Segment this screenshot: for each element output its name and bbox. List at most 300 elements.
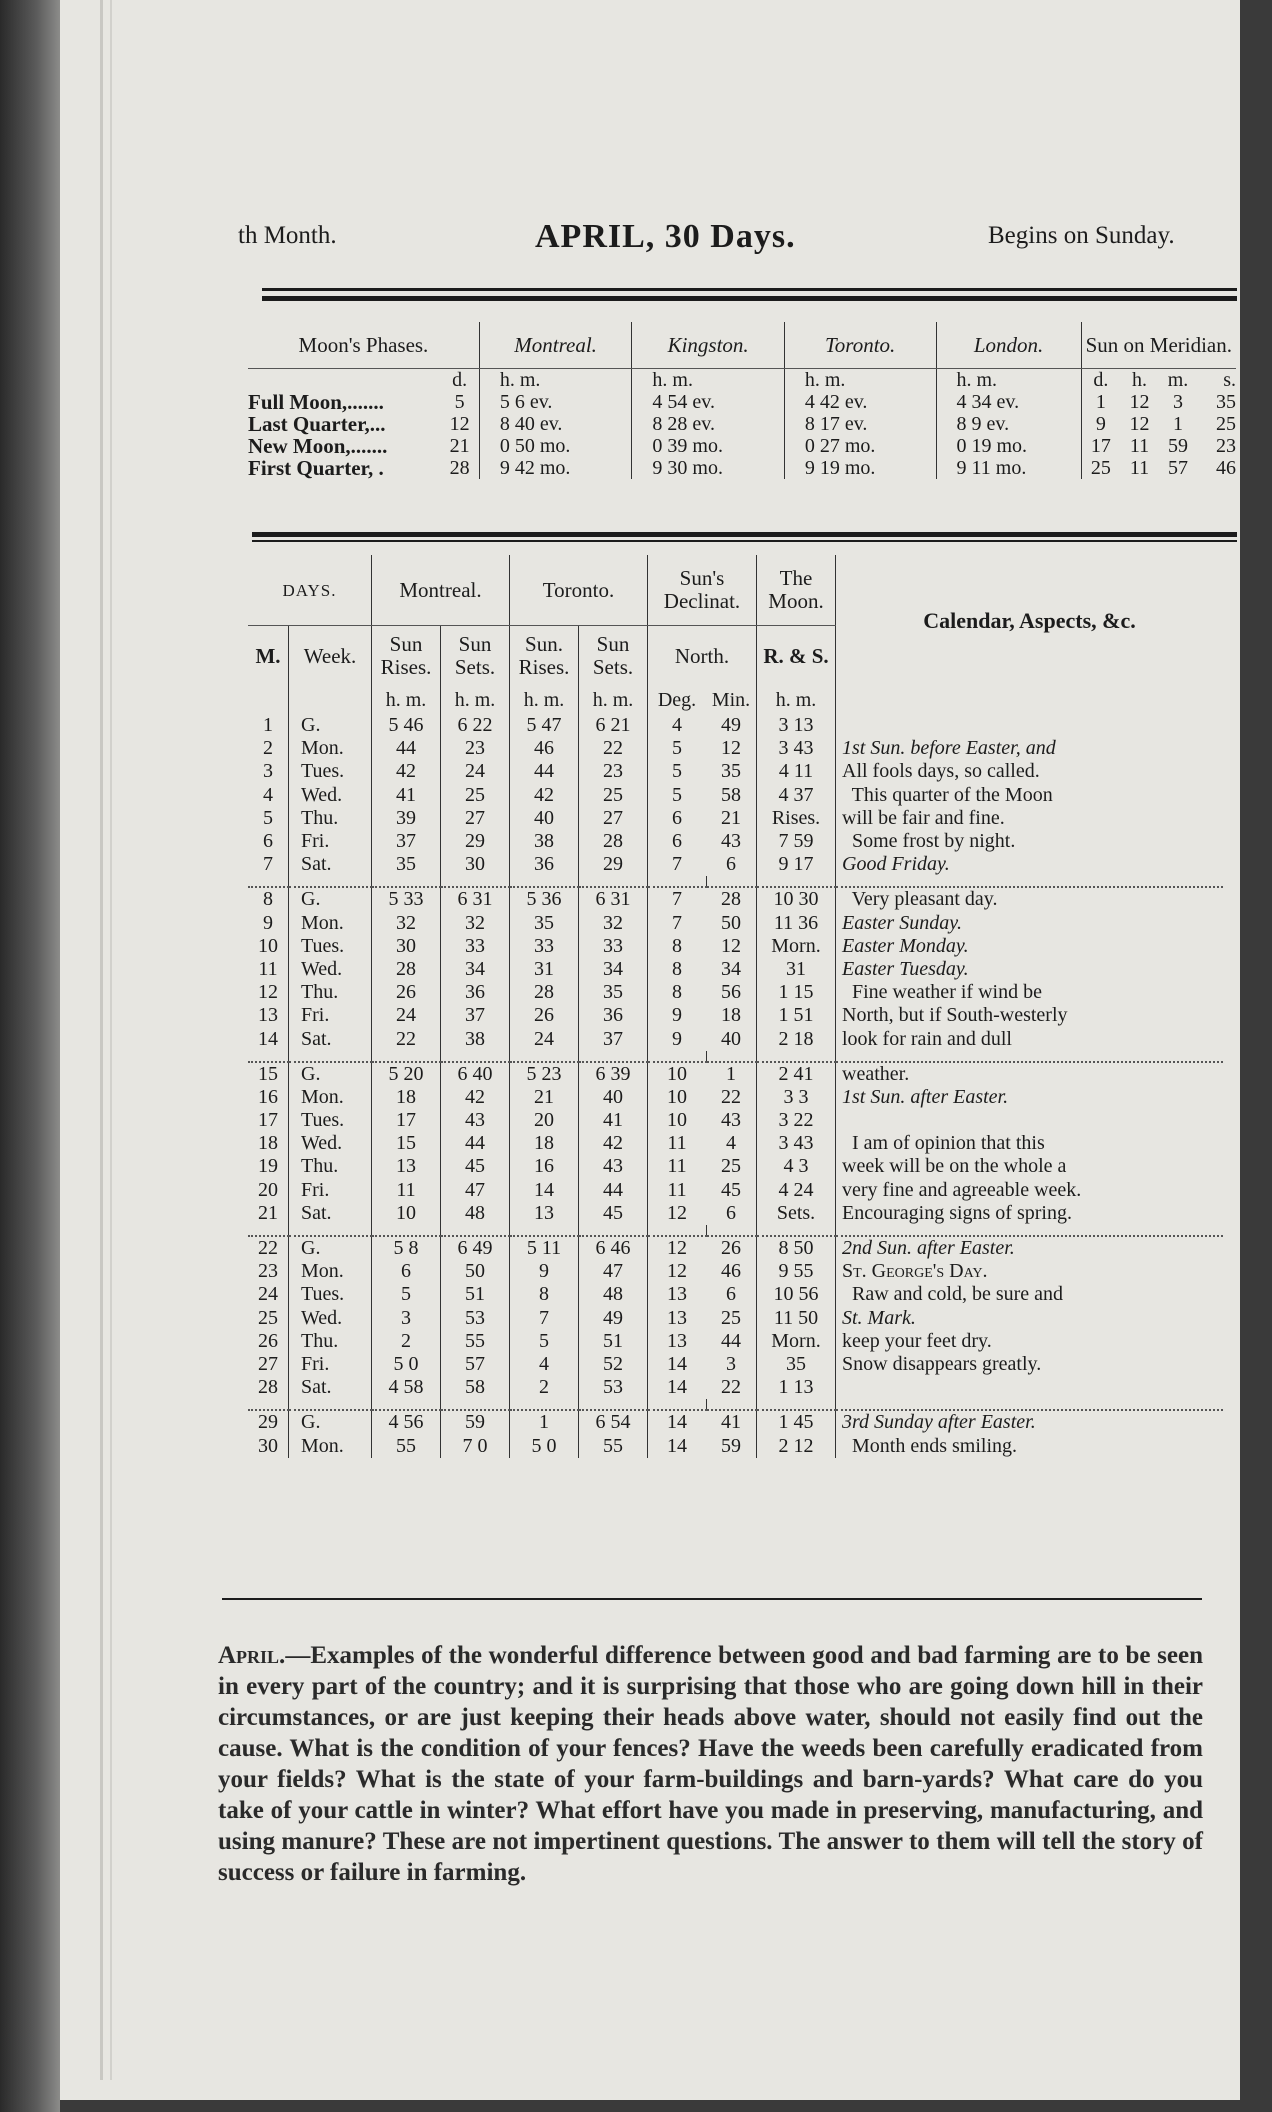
declination-min: 6 bbox=[726, 853, 736, 876]
weekday: Wed. bbox=[289, 1307, 372, 1330]
toronto-set: 40 bbox=[579, 1086, 648, 1109]
declination-min: 46 bbox=[721, 1260, 741, 1283]
weekday: Thu. bbox=[289, 807, 372, 830]
bottom-rule bbox=[222, 1598, 1202, 1600]
day-row bbox=[248, 760, 1223, 783]
toronto-set: 32 bbox=[579, 912, 648, 935]
toronto-rise: 24 bbox=[510, 1027, 579, 1050]
day-number: 2 bbox=[263, 737, 273, 760]
montreal-rise: 26 bbox=[372, 981, 441, 1004]
moon-rise-set: 3 13 bbox=[757, 714, 836, 737]
toronto-set: 35 bbox=[579, 981, 648, 1004]
montreal-header: Montreal. bbox=[372, 555, 510, 626]
montreal-rise: 55 bbox=[372, 1434, 441, 1457]
montreal-set: 36 bbox=[441, 981, 510, 1004]
phase-value: 59 bbox=[1168, 435, 1189, 457]
north-header: North. bbox=[648, 626, 757, 687]
moon-rise-set: 1 13 bbox=[757, 1376, 836, 1399]
toronto-set: 53 bbox=[579, 1376, 648, 1399]
calendar-table bbox=[248, 555, 1223, 1458]
toronto-rise: 33 bbox=[510, 935, 579, 958]
toronto-rise: 26 bbox=[510, 1004, 579, 1027]
declination-deg: 10 bbox=[648, 1109, 707, 1132]
moon-rise-set: 4 3 bbox=[757, 1155, 836, 1178]
day-row bbox=[248, 912, 1223, 935]
montreal-set: 58 bbox=[441, 1376, 510, 1399]
day-number: 9 bbox=[263, 911, 273, 934]
phase-name: Full Moon,....... bbox=[248, 390, 384, 414]
mid-rule-thick bbox=[252, 532, 1237, 537]
declination-min: 22 bbox=[721, 1085, 741, 1108]
montreal-rise: 4 58 bbox=[372, 1376, 441, 1399]
day-number: 20 bbox=[258, 1178, 278, 1201]
montreal-set: 51 bbox=[441, 1283, 510, 1306]
toronto-rise: 5 23 bbox=[510, 1062, 579, 1086]
montreal-set: 29 bbox=[441, 830, 510, 853]
unit-cell: h. m. bbox=[784, 369, 936, 392]
phase-value: 57 bbox=[1168, 457, 1189, 479]
day-row bbox=[248, 1236, 1223, 1260]
toronto-set: 49 bbox=[579, 1307, 648, 1330]
toronto-rise: 5 36 bbox=[510, 887, 579, 911]
phase-name: New Moon,....... bbox=[248, 434, 388, 458]
moon-rise-set: 4 11 bbox=[757, 760, 836, 783]
moon-rise-set: 31 bbox=[757, 958, 836, 981]
declination-min: 59 bbox=[721, 1434, 741, 1457]
day-row bbox=[248, 1330, 1223, 1353]
montreal-set: 45 bbox=[441, 1155, 510, 1178]
toronto-set: 34 bbox=[579, 958, 648, 981]
calendar-note: Easter Sunday. bbox=[836, 912, 1224, 935]
toronto-rise: 4 bbox=[510, 1353, 579, 1376]
day-number: 13 bbox=[258, 1004, 278, 1027]
montreal-set: 34 bbox=[441, 958, 510, 981]
unit-cell: h. m. bbox=[479, 369, 632, 392]
montreal-rise: 22 bbox=[372, 1027, 441, 1050]
moon-rise-set: 35 bbox=[757, 1353, 836, 1376]
day-number: 30 bbox=[258, 1434, 278, 1457]
moon-rise-set: 3 43 bbox=[757, 737, 836, 760]
calendar-note: Snow disappears greatly. bbox=[836, 1353, 1224, 1376]
moon-rise-set: 7 59 bbox=[757, 830, 836, 853]
toronto-rise: 35 bbox=[510, 912, 579, 935]
declination-min: 44 bbox=[721, 1329, 741, 1352]
toronto-rise: 5 bbox=[510, 1330, 579, 1353]
phase-value: 1 bbox=[1081, 391, 1120, 413]
declination-deg: 14 bbox=[648, 1376, 707, 1399]
moon-rise-set: 1 15 bbox=[757, 981, 836, 1004]
montreal-set: 30 bbox=[441, 853, 510, 876]
moon-rise-set: 11 36 bbox=[757, 912, 836, 935]
calendar-note: 1st Sun. before Easter, and bbox=[836, 737, 1224, 760]
declination-min: 45 bbox=[721, 1178, 741, 1201]
calendar-note: Easter Monday. bbox=[836, 935, 1224, 958]
toronto-set: 45 bbox=[579, 1202, 648, 1225]
weekday: Wed. bbox=[289, 1132, 372, 1155]
toronto-rise: 9 bbox=[510, 1260, 579, 1283]
week-separator bbox=[248, 1051, 1223, 1062]
phase-row bbox=[248, 435, 1236, 457]
weekday: G. bbox=[289, 1410, 372, 1434]
montreal-rise: 6 bbox=[372, 1260, 441, 1283]
day-row bbox=[248, 853, 1223, 876]
declination-min: 41 bbox=[721, 1411, 741, 1434]
declination-deg: 6 bbox=[648, 807, 707, 830]
unit-cell: h. m. bbox=[936, 369, 1081, 392]
moon-rise-set: 10 56 bbox=[757, 1283, 836, 1306]
phase-value: 12 bbox=[449, 413, 470, 435]
declination-deg: 9 bbox=[648, 1004, 707, 1027]
montreal-rise: 10 bbox=[372, 1202, 441, 1225]
unit-cell: d. bbox=[452, 369, 468, 391]
day-number: 18 bbox=[258, 1132, 278, 1155]
phase-value: 12 bbox=[1129, 413, 1150, 435]
phase-value: 11 bbox=[1129, 435, 1150, 457]
phase-row bbox=[248, 391, 1236, 413]
phase-value: 9 30 mo. bbox=[632, 457, 784, 479]
moon-rise-set: 1 45 bbox=[757, 1410, 836, 1434]
declination-min: 25 bbox=[721, 1155, 741, 1178]
declination-deg: 7 bbox=[648, 912, 707, 935]
toronto-rise: 20 bbox=[510, 1109, 579, 1132]
essay-paragraph bbox=[218, 1640, 1203, 1888]
phase-value: 17 bbox=[1081, 435, 1120, 457]
weekday: G. bbox=[289, 1062, 372, 1086]
weekday: Tues. bbox=[289, 760, 372, 783]
declination-deg: 5 bbox=[648, 760, 707, 783]
day-row bbox=[248, 1179, 1223, 1202]
declination-min: 3 bbox=[726, 1352, 736, 1375]
unit-cell: h. m. bbox=[441, 686, 510, 714]
montreal-set: 43 bbox=[441, 1109, 510, 1132]
day-row bbox=[248, 737, 1223, 760]
phase-value: 28 bbox=[449, 457, 470, 479]
toronto-rise: 44 bbox=[510, 760, 579, 783]
montreal-rise: 39 bbox=[372, 807, 441, 830]
declination-deg: 11 bbox=[648, 1179, 707, 1202]
montreal-set: 59 bbox=[441, 1410, 510, 1434]
london-header: London. bbox=[936, 322, 1081, 369]
montreal-rise: 28 bbox=[372, 958, 441, 981]
moon-rise-set: 3 22 bbox=[757, 1109, 836, 1132]
toronto-rise: 21 bbox=[510, 1086, 579, 1109]
day-number: 14 bbox=[258, 1027, 278, 1050]
phase-value: 3 bbox=[1173, 391, 1184, 413]
day-number: 16 bbox=[258, 1085, 278, 1108]
declination-deg: 13 bbox=[648, 1307, 707, 1330]
declination-min: 18 bbox=[721, 1004, 741, 1027]
day-number: 22 bbox=[258, 1237, 278, 1260]
day-row bbox=[248, 1004, 1223, 1027]
montreal-header: Montreal. bbox=[479, 322, 632, 369]
declination-min: 6 bbox=[726, 1201, 736, 1224]
calendar-note: Month ends smiling. bbox=[836, 1434, 1224, 1457]
meridian-header: Sun on Meridian. bbox=[1081, 322, 1236, 369]
declination-min: 50 bbox=[721, 911, 741, 934]
day-row bbox=[248, 1410, 1223, 1434]
day-row bbox=[248, 1086, 1223, 1109]
montreal-set: 42 bbox=[441, 1086, 510, 1109]
montreal-set: 32 bbox=[441, 912, 510, 935]
calendar-note: keep your feet dry. bbox=[836, 1330, 1224, 1353]
declination-min: 40 bbox=[721, 1027, 741, 1050]
day-number: 3 bbox=[263, 760, 273, 783]
declination-deg: 12 bbox=[648, 1202, 707, 1225]
unit-cell: h. bbox=[1131, 369, 1147, 391]
phase-value: 9 bbox=[1081, 413, 1120, 435]
page-edge bbox=[100, 0, 103, 2080]
toronto-set: 6 31 bbox=[579, 887, 648, 911]
day-row bbox=[248, 1260, 1223, 1283]
montreal-rise: 5 33 bbox=[372, 887, 441, 911]
calendar-note: All fools days, so called. bbox=[836, 760, 1224, 783]
day-number: 4 bbox=[263, 783, 273, 806]
declination-deg: 6 bbox=[648, 830, 707, 853]
moon-rise-set: Morn. bbox=[757, 1330, 836, 1353]
montreal-set: 27 bbox=[441, 807, 510, 830]
moon-rise-set: 8 50 bbox=[757, 1236, 836, 1260]
declination-min: 12 bbox=[721, 934, 741, 957]
day-number: 25 bbox=[258, 1306, 278, 1329]
montreal-set: 48 bbox=[441, 1202, 510, 1225]
calendar-note bbox=[836, 1376, 1224, 1399]
phase-value: 9 42 mo. bbox=[479, 457, 632, 479]
declination-deg: 5 bbox=[648, 784, 707, 807]
declination-deg: 12 bbox=[648, 1260, 707, 1283]
weekday: Fri. bbox=[289, 1353, 372, 1376]
unit-cell: h. m. bbox=[757, 686, 836, 714]
calendar-note: I am of opinion that this bbox=[836, 1132, 1224, 1155]
declination-deg: 13 bbox=[648, 1283, 707, 1306]
moon-phases-table bbox=[248, 322, 1236, 479]
moon-rise-set: 11 50 bbox=[757, 1307, 836, 1330]
day-row bbox=[248, 981, 1223, 1004]
declination-deg: 11 bbox=[648, 1155, 707, 1178]
montreal-rise: 3 bbox=[372, 1307, 441, 1330]
declination-min: 26 bbox=[721, 1237, 741, 1260]
toronto-rise: 42 bbox=[510, 784, 579, 807]
calendar-note: very fine and agreeable week. bbox=[836, 1179, 1224, 1202]
rise-set-header: R. & S. bbox=[757, 626, 836, 687]
day-row bbox=[248, 830, 1223, 853]
phase-value: 25 bbox=[1081, 457, 1120, 479]
toronto-set: 55 bbox=[579, 1434, 648, 1457]
sun-rises-header: Sun Rises. bbox=[372, 626, 441, 687]
toronto-set: 52 bbox=[579, 1353, 648, 1376]
unit-cell: Min. bbox=[711, 688, 751, 711]
toronto-rise: 38 bbox=[510, 830, 579, 853]
declination-header: Sun's Declinat. bbox=[648, 555, 757, 626]
toronto-rise: 5 11 bbox=[510, 1236, 579, 1260]
phase-value: 8 40 ev. bbox=[479, 413, 632, 435]
montreal-rise: 42 bbox=[372, 760, 441, 783]
toronto-set: 25 bbox=[579, 784, 648, 807]
day-row bbox=[248, 958, 1223, 981]
toronto-set: 23 bbox=[579, 760, 648, 783]
toronto-rise: 2 bbox=[510, 1376, 579, 1399]
moon-rise-set: 2 12 bbox=[757, 1434, 836, 1457]
calendar-note: Fine weather if wind be bbox=[836, 981, 1224, 1004]
calendar-note: North, but if South-westerly bbox=[836, 1004, 1224, 1027]
phase-value: 0 39 mo. bbox=[632, 435, 784, 457]
phase-name: First Quarter, . bbox=[248, 456, 384, 480]
weekday: Fri. bbox=[289, 1179, 372, 1202]
month-day-header: M. bbox=[248, 626, 289, 687]
phase-value: 21 bbox=[449, 435, 470, 457]
toronto-set: 42 bbox=[579, 1132, 648, 1155]
weekday: Mon. bbox=[289, 737, 372, 760]
day-row bbox=[248, 1132, 1223, 1155]
phase-value: 0 27 mo. bbox=[784, 435, 936, 457]
essay-lead: April. bbox=[218, 1642, 286, 1669]
phase-value: 9 19 mo. bbox=[784, 457, 936, 479]
montreal-rise: 2 bbox=[372, 1330, 441, 1353]
weekday: Wed. bbox=[289, 784, 372, 807]
declination-min: 12 bbox=[721, 737, 741, 760]
unit-cell: h. m. bbox=[372, 686, 441, 714]
day-number: 23 bbox=[258, 1260, 278, 1283]
calendar-note: St. George's Day. bbox=[836, 1260, 1224, 1283]
day-row bbox=[248, 1202, 1223, 1225]
toronto-set: 28 bbox=[579, 830, 648, 853]
weekday: Mon. bbox=[289, 912, 372, 935]
day-number: 5 bbox=[263, 806, 273, 829]
toronto-set: 44 bbox=[579, 1179, 648, 1202]
toronto-rise: 7 bbox=[510, 1307, 579, 1330]
day-number: 21 bbox=[258, 1201, 278, 1224]
weekday: Fri. bbox=[289, 830, 372, 853]
calendar-note: Some frost by night. bbox=[836, 830, 1224, 853]
toronto-set: 27 bbox=[579, 807, 648, 830]
day-number: 17 bbox=[258, 1109, 278, 1132]
day-row bbox=[248, 887, 1223, 911]
weekday: Sat. bbox=[289, 1027, 372, 1050]
declination-min: 58 bbox=[721, 783, 741, 806]
day-number: 1 bbox=[263, 714, 273, 737]
montreal-rise: 17 bbox=[372, 1109, 441, 1132]
toronto-rise: 5 47 bbox=[510, 714, 579, 737]
declination-deg: 13 bbox=[648, 1330, 707, 1353]
declination-min: 22 bbox=[721, 1376, 741, 1399]
toronto-header: Toronto. bbox=[784, 322, 936, 369]
week-header: Week. bbox=[289, 626, 372, 687]
calendar-note: Easter Tuesday. bbox=[836, 958, 1224, 981]
essay-text: —Examples of the wonderful difference between good and bad farming are to be seen in every part of the country; and it is surprising that those who are going down hill in their circumstances, or are just keeping their heads above water, should not easily find out the cause. What is the condition of your fences? Have the weeds been carefully eradicated from your fields? What is the state of your farm-buildings and barn-yards? What care do you take of your cattle in winter? What effort have you made in preserving, manufacturing, and using manure? These are not impertinent questions. The answer to them will tell the story of success or failure in farming. bbox=[218, 1642, 1203, 1886]
day-row bbox=[248, 807, 1223, 830]
phase-value: 25 bbox=[1216, 413, 1236, 435]
phase-value: 4 34 ev. bbox=[936, 391, 1081, 413]
declination-deg: 8 bbox=[648, 958, 707, 981]
sun-rises-header: Sun. Rises. bbox=[510, 626, 579, 687]
day-number: 11 bbox=[258, 957, 278, 980]
toronto-rise: 18 bbox=[510, 1132, 579, 1155]
montreal-set: 23 bbox=[441, 737, 510, 760]
montreal-rise: 37 bbox=[372, 830, 441, 853]
calendar-note: 1st Sun. after Easter. bbox=[836, 1086, 1224, 1109]
montreal-rise: 13 bbox=[372, 1155, 441, 1178]
phase-value: 0 50 mo. bbox=[479, 435, 632, 457]
montreal-set: 33 bbox=[441, 935, 510, 958]
page-title: APRIL, 30 Days. bbox=[535, 218, 796, 255]
weekday: Wed. bbox=[289, 958, 372, 981]
montreal-rise: 5 bbox=[372, 1283, 441, 1306]
declination-deg: 12 bbox=[648, 1236, 707, 1260]
montreal-set: 6 22 bbox=[441, 714, 510, 737]
toronto-rise: 31 bbox=[510, 958, 579, 981]
calendar-note: weather. bbox=[836, 1062, 1224, 1086]
day-row bbox=[248, 935, 1223, 958]
montreal-rise: 24 bbox=[372, 1004, 441, 1027]
phase-value: 8 17 ev. bbox=[784, 413, 936, 435]
toronto-rise: 13 bbox=[510, 1202, 579, 1225]
moon-rise-set: 1 51 bbox=[757, 1004, 836, 1027]
phase-value: 8 9 ev. bbox=[936, 413, 1081, 435]
toronto-set: 48 bbox=[579, 1283, 648, 1306]
phase-name: Last Quarter,... bbox=[248, 412, 386, 436]
declination-min: 43 bbox=[721, 1109, 741, 1132]
day-row bbox=[248, 784, 1223, 807]
unit-cell: m. bbox=[1167, 369, 1189, 391]
toronto-rise: 5 0 bbox=[510, 1434, 579, 1457]
day-number: 27 bbox=[258, 1352, 278, 1375]
day-row bbox=[248, 1062, 1223, 1086]
phase-row bbox=[248, 413, 1236, 435]
montreal-rise: 5 46 bbox=[372, 714, 441, 737]
begins-on-label: Begins on Sunday. bbox=[988, 222, 1175, 249]
toronto-set: 36 bbox=[579, 1004, 648, 1027]
moon-rise-set: 2 41 bbox=[757, 1062, 836, 1086]
toronto-rise: 8 bbox=[510, 1283, 579, 1306]
declination-deg: 9 bbox=[648, 1027, 707, 1050]
montreal-rise: 41 bbox=[372, 784, 441, 807]
phase-value: 0 19 mo. bbox=[936, 435, 1081, 457]
weekday: Mon. bbox=[289, 1260, 372, 1283]
day-number: 19 bbox=[258, 1155, 278, 1178]
phase-value: 11 bbox=[1129, 457, 1150, 479]
weekday: G. bbox=[289, 714, 372, 737]
montreal-set: 7 0 bbox=[441, 1434, 510, 1457]
calendar-note: Good Friday. bbox=[836, 853, 1224, 876]
calendar-note: week will be on the whole a bbox=[836, 1155, 1224, 1178]
declination-deg: 10 bbox=[648, 1086, 707, 1109]
day-row bbox=[248, 714, 1223, 737]
unit-cell: h. m. bbox=[579, 686, 648, 714]
day-number: 6 bbox=[263, 830, 273, 853]
declination-min: 6 bbox=[726, 1283, 736, 1306]
aspects-header: Calendar, Aspects, &c. bbox=[836, 555, 1224, 686]
montreal-set: 47 bbox=[441, 1179, 510, 1202]
calendar-note: Encouraging signs of spring. bbox=[836, 1202, 1224, 1225]
moon-rise-set: 9 55 bbox=[757, 1260, 836, 1283]
declination-deg: 5 bbox=[648, 737, 707, 760]
week-separator bbox=[248, 876, 1223, 887]
calendar-note: This quarter of the Moon bbox=[836, 784, 1224, 807]
unit-cell: d. bbox=[1081, 369, 1120, 392]
weekday: Sat. bbox=[289, 1202, 372, 1225]
calendar-note: 2nd Sun. after Easter. bbox=[836, 1236, 1224, 1260]
weekday: Thu. bbox=[289, 1330, 372, 1353]
calendar-note: 3rd Sunday after Easter. bbox=[836, 1410, 1224, 1434]
book-spine bbox=[0, 0, 60, 2112]
week-separator bbox=[248, 1225, 1223, 1236]
week-separator bbox=[248, 1399, 1223, 1410]
declination-deg: 7 bbox=[648, 887, 707, 911]
page-edge bbox=[110, 0, 112, 2080]
montreal-rise: 15 bbox=[372, 1132, 441, 1155]
toronto-set: 29 bbox=[579, 853, 648, 876]
toronto-rise: 40 bbox=[510, 807, 579, 830]
calendar-note: look for rain and dull bbox=[836, 1027, 1224, 1050]
